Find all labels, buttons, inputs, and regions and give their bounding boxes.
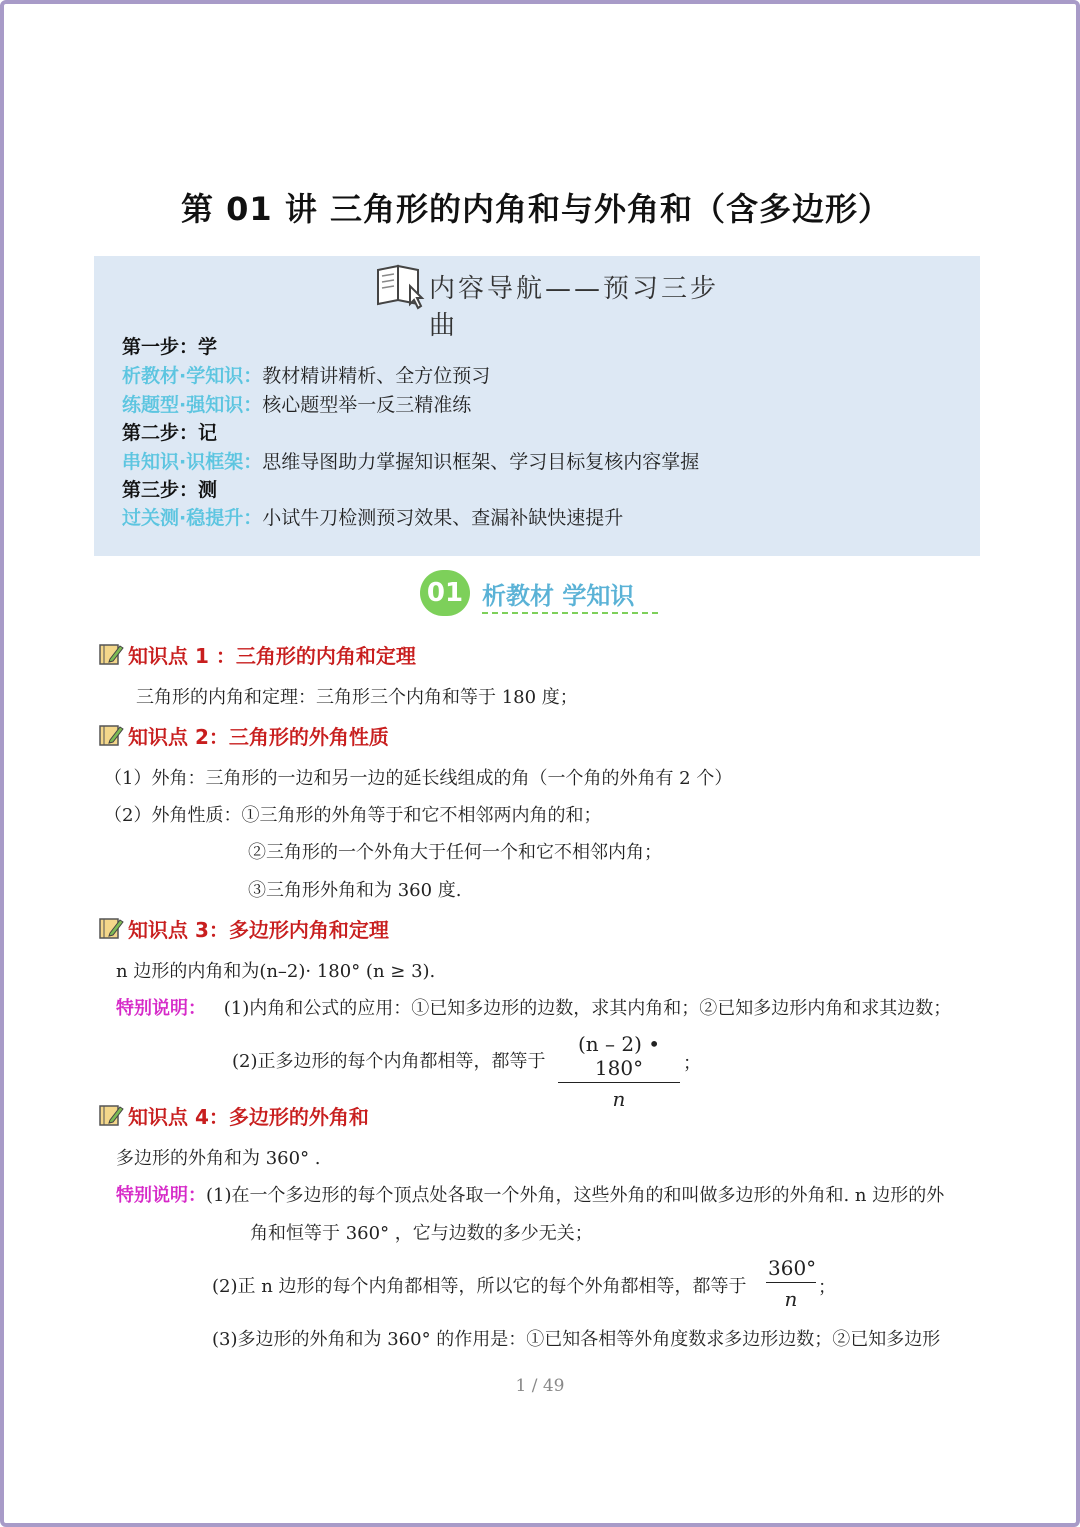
- kp4-fraction-tail: ；: [818, 1277, 836, 1298]
- kp3-note-1: (1)内角和公式的应用：①已知多边形的边数，求其内角和；②已知多边形内角和求其边数；: [223, 998, 952, 1019]
- nav-step-3: [122, 475, 217, 502]
- notebook-pencil-icon: [98, 642, 124, 666]
- kp4-note-row-1: [116, 1181, 944, 1207]
- kp2-line-1: （1）外角：三角形的一边和另一边的延长线组成的角（一个角的外角有 2 个）: [104, 768, 733, 789]
- nav-step-label: 第二步：记: [122, 422, 218, 444]
- nav-row-text: 小试牛刀检测预习效果、查漏补缺快速提升: [262, 507, 624, 529]
- kp3-fraction-tail: ；: [683, 1053, 701, 1074]
- kp4-note-3: (3)多边形的外角和为 360° 的作用是：①已知各相等外角度数求多边形边数；②已知多边形: [212, 1329, 941, 1350]
- kp3-fraction: [558, 1032, 680, 1111]
- kp4-note-1a: (1)在一个多边形的每个顶点处各取一个外角，这些外角的和叫做多边形的外角和. n 边形的外: [206, 1185, 945, 1206]
- kp3-note-2: (2)正多边形的每个内角都相等，都等于: [232, 1051, 546, 1072]
- nav-step-1: [122, 332, 217, 359]
- nav-row-text: 核心题型举一反三精准练: [262, 394, 472, 416]
- nav-row-label: 析教材·学知识：: [122, 365, 263, 387]
- kp4-fraction: [766, 1256, 816, 1311]
- kp4-note-2: (2)正 n 边形的每个内角都相等，所以它的每个外角都相等，都等于: [212, 1276, 747, 1297]
- notebook-pencil-icon: [98, 916, 124, 940]
- section-title: 析教材 学知识: [482, 582, 635, 610]
- nav-row-label: 练题型·强知识：: [122, 394, 263, 416]
- nav-row-label: 串知识·识框架：: [122, 451, 263, 473]
- fraction-denominator: n: [784, 1287, 798, 1311]
- kp2-line-4: ③三角形外角和为 360 度.: [248, 880, 462, 901]
- kp3-note-row-1: [116, 994, 951, 1020]
- nav-step-2: [122, 418, 217, 445]
- nav-row-2: [122, 390, 471, 417]
- knowledge-point-label: 知识点 3：多边形内角和定理: [128, 918, 389, 942]
- notebook-pencil-icon: [98, 1103, 124, 1127]
- special-note-label: 特别说明：: [116, 998, 206, 1019]
- section-badge: [420, 568, 665, 618]
- content-navigation-box: [94, 256, 980, 556]
- kp2-line-3: ②三角形的一个外角大于任何一个和它不相邻内角；: [248, 842, 662, 863]
- nav-row-4: [122, 503, 623, 530]
- nav-row-1: [122, 361, 490, 388]
- nav-step-label: 第一步：学: [122, 336, 218, 358]
- fraction-numerator: 360°: [766, 1256, 816, 1283]
- kp2-line-2: （2）外角性质：①三角形的外角等于和它不相邻两内角的和；: [104, 805, 602, 826]
- section-number: 01: [420, 570, 470, 616]
- navigation-header: [374, 260, 734, 341]
- nav-row-text: 思维导图助力掌握知识框架、学习目标复核内容掌握: [262, 451, 700, 473]
- knowledge-point-label: 知识点 4：多边形的外角和: [128, 1105, 369, 1129]
- nav-row-label: 过关测·稳提升：: [122, 507, 263, 529]
- kp4-note-1b: 角和恒等于 360° ，它与边数的多少无关；: [250, 1223, 593, 1244]
- book-pointer-icon: [374, 260, 428, 310]
- nav-row-3: [122, 447, 699, 474]
- section-underline: [482, 612, 658, 614]
- knowledge-point-label: 知识点 1 ：三角形的内角和定理: [128, 644, 416, 668]
- knowledge-point-label: 知识点 2：三角形的外角性质: [128, 725, 389, 749]
- notebook-pencil-icon: [98, 723, 124, 747]
- nav-step-label: 第三步：测: [122, 479, 218, 501]
- kp3-formula: n 边形的内角和为(n–2)· 180° (n ≥ 3).: [116, 961, 436, 982]
- kp4-text: 多边形的外角和为 360° .: [116, 1148, 321, 1169]
- fraction-denominator: n: [612, 1087, 626, 1111]
- kp1-text: 三角形的内角和定理：三角形三个内角和等于 180 度；: [136, 687, 578, 708]
- fraction-numerator: (n – 2) • 180°: [558, 1032, 680, 1083]
- navigation-header-text: 内容导航——预习三步曲: [429, 274, 720, 341]
- page-title: 第 01 讲 三角形的内角和与外角和（含多边形）: [181, 190, 891, 228]
- nav-row-text: 教材精讲精析、全方位预习: [262, 365, 491, 387]
- page-number: 1 / 49: [515, 1376, 565, 1396]
- special-note-label: 特别说明：: [116, 1185, 206, 1206]
